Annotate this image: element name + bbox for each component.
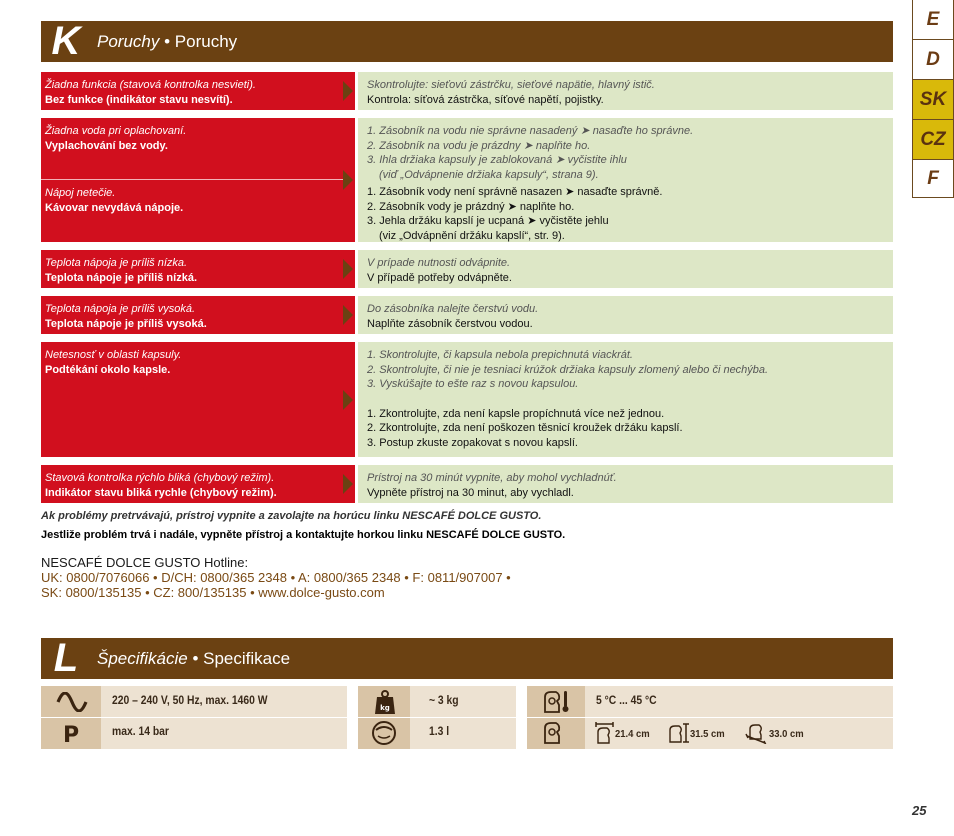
solution-sk-line: 1. Skontrolujte, či kapsula nebola prepichnutá viackrát. [367, 349, 633, 361]
section-title-cz: Specifikace [203, 648, 291, 668]
solution-sk: Prístroj na 30 minút vypnite, aby mohol vychladnúť. [367, 472, 617, 484]
problem-cell [41, 296, 355, 334]
note-cz: Jestliže problém trvá i nadále, vypněte přístroj a kontaktujte horkou linku NESCAFÉ DOLCE GUSTO. [41, 529, 566, 541]
problem-cz: Indikátor stavu bliká rychle (chybový režim). [45, 487, 277, 499]
arrow-icon [343, 474, 353, 494]
problem2-sk: Nápoj netečie. [45, 187, 116, 199]
hotline-block [41, 555, 511, 600]
arrow-icon [343, 81, 353, 101]
spec-capacity-value: 1.3 l [429, 726, 450, 738]
solution-cz: Vypněte přístroj na 30 minut, aby vychladl. [367, 486, 574, 499]
problem-sk: Žiadna voda pri oplachovaní. [45, 125, 187, 137]
trouble-row [41, 342, 893, 457]
solution-cell [358, 296, 893, 334]
pressure-p-icon [61, 722, 83, 746]
section-title-sep: • [192, 648, 199, 668]
problem2-cz: Kávovar nevydává nápoje. [45, 202, 184, 214]
solution-sk-line: (viď „Odvápnenie držiaka kapsuly“, strana 9). [379, 168, 599, 181]
solution-sk: Skontrolujte: sieťovú zástrčku, sieťové napätie, hlavný istič. [367, 79, 655, 91]
solution-cz: V případě potřeby odvápněte. [367, 271, 512, 284]
lang-tab-sk[interactable]: SK [913, 80, 953, 120]
problem-cell [41, 72, 355, 110]
section-title [97, 649, 290, 669]
spec-environment-dimensions [527, 686, 893, 749]
problem-cell [41, 465, 355, 503]
depth-dimension-icon [745, 722, 769, 744]
height-dimension-icon [668, 722, 690, 744]
section-k-header [41, 21, 893, 62]
lang-tab-f[interactable]: F [927, 168, 939, 189]
solution-sk-line: 2. Zásobník na vodu je prázdny ➤ naplňte ho. [367, 139, 591, 152]
note-sk: Ak problémy pretrvávajú, prístroj vypnite a zavolajte na horúcu linku NESCAFÉ DOLCE GUSTO. [41, 510, 542, 522]
solution-cell [358, 250, 893, 288]
machine-dimensions-icon [542, 721, 568, 745]
problem-cz: Podtékání okolo kapsle. [45, 364, 171, 376]
lang-tab-e[interactable]: E [913, 0, 953, 40]
problem-cell [41, 250, 355, 288]
spec-weight-value: ~ 3 kg [429, 695, 459, 707]
problem-cell [41, 342, 355, 457]
page-number: 25 [912, 803, 927, 818]
solution-cz-line: (viz „Odvápnění držáku kapslí“, str. 9). [379, 229, 565, 242]
spec-depth-value: 33.0 cm [769, 728, 804, 740]
trouble-row [41, 465, 893, 503]
trouble-row [41, 72, 893, 110]
solution-cz-line: 3. Jehla držáku kapslí je ucpaná ➤ vyčistěte jehlu [367, 215, 609, 227]
solution-sk-line: 2. Skontrolujte, či nie je tesniaci krúžok držiaka kapsuly zlomený alebo či nechýba. [367, 363, 769, 376]
divider [358, 717, 516, 718]
water-tank-icon [371, 720, 397, 746]
solution-sk-line: 1. Zásobník na vodu nie správne nasadený ➤ nasaďte ho správne. [367, 125, 694, 137]
problem-sk: Teplota nápoja je príliš vysoká. [45, 303, 196, 315]
divider [527, 717, 893, 718]
arrow-icon [343, 259, 353, 279]
problem-cz: Vyplachování bez vody. [45, 140, 168, 152]
problem-sk: Teplota nápoja je príliš nízka. [45, 257, 188, 269]
spec-temperature-value: 5 °C ... 45 °C [596, 695, 657, 707]
hotline-numbers: SK: 0800/135135 • CZ: 800/135135 • www.dolce-gusto.com [41, 585, 385, 600]
weight-icon-label: kg [380, 704, 390, 712]
solution-sk: Do zásobníka nalejte čerstvú vodu. [367, 303, 539, 315]
problem-sk: Žiadna funkcia (stavová kontrolka nesvieti). [45, 79, 256, 91]
spec-weight-capacity [358, 686, 516, 749]
spec-height-value: 31.5 cm [690, 728, 725, 740]
problem-cell [41, 118, 355, 242]
section-letter: K [51, 19, 81, 63]
solution-cz-line: 1. Zásobník vody není správně nasazen ➤ nasaďte správně. [367, 186, 663, 198]
arrow-icon [343, 390, 353, 410]
weight-icon [374, 689, 396, 715]
lang-tab-cz[interactable]: CZ [913, 120, 953, 160]
trouble-row [41, 250, 893, 288]
solution-sk-line: 3. Ihla držiaka kapsuly je zablokovaná ➤ vyčistite ihlu [367, 154, 627, 166]
svg-text:P: P [63, 723, 80, 746]
section-title-cz: Poruchy [174, 31, 238, 51]
width-dimension-icon [595, 722, 615, 744]
solution-cell [358, 342, 893, 457]
solution-cz-line: 3. Postup zkuste zopakovat s novou kapslí. [367, 436, 578, 449]
solution-cell [358, 72, 893, 110]
spec-power-value: 220 – 240 V, 50 Hz, max. 1460 W [112, 695, 268, 707]
machine-thermometer-icon [542, 689, 572, 715]
ac-sine-icon [55, 692, 89, 712]
solution-cz-line: 1. Zkontrolujte, zda není kapsle propíchnutá více než jednou. [367, 407, 665, 420]
solution-cz: Kontrola: síťová zástrčka, síťové napětí, pojistky. [367, 93, 604, 106]
solution-cz: Naplňte zásobník čerstvou vodou. [367, 317, 533, 330]
hotline-title: NESCAFÉ DOLCE GUSTO Hotline: [41, 555, 249, 570]
spec-width-value: 21.4 cm [615, 728, 650, 740]
problem-cz: Teplota nápoje je příliš vysoká. [45, 318, 207, 330]
lang-tab-d[interactable]: D [913, 40, 953, 80]
arrow-icon [343, 170, 353, 190]
section-letter: L [53, 636, 79, 680]
spec-pressure-value: max. 14 bar [112, 726, 169, 738]
section-l-header [41, 638, 893, 679]
section-title-sk: Špecifikácie [97, 648, 188, 668]
arrow-icon [343, 305, 353, 325]
solution-cz-line: 2. Zkontrolujte, zda není poškozen těsnicí kroužek držáku kapslí. [367, 422, 683, 434]
solution-sk-line: 3. Vyskúšajte to ešte raz s novou kapsulou. [367, 378, 579, 390]
solution-sk: V prípade nutnosti odvápnite. [367, 257, 511, 269]
problem-sk: Stavová kontrolka rýchlo bliká (chybový režim). [45, 472, 275, 484]
trouble-row [41, 118, 893, 242]
problem-sk: Netesnosť v oblasti kapsuly. [45, 349, 182, 361]
problem-cz: Bez funkce (indikátor stavu nesvítí). [45, 94, 233, 106]
language-tabs [912, 0, 954, 198]
trouble-row [41, 296, 893, 334]
divider [41, 717, 347, 718]
hotline-numbers: UK: 0800/7076066 • D/CH: 0800/365 2348 • A: 0800/365 2348 • F: 0811/907007 • [41, 570, 511, 585]
spec-electrical [41, 686, 347, 749]
section-title-sk: Poruchy [97, 31, 160, 51]
solution-cell [358, 118, 893, 242]
solution-cz-line: 2. Zásobník vody je prázdný ➤ naplňte ho. [367, 200, 575, 213]
solution-cell [358, 465, 893, 503]
problem-cz: Teplota nápoje je příliš nízká. [45, 272, 197, 284]
section-title-sep: • [164, 31, 171, 51]
section-title [97, 32, 237, 52]
